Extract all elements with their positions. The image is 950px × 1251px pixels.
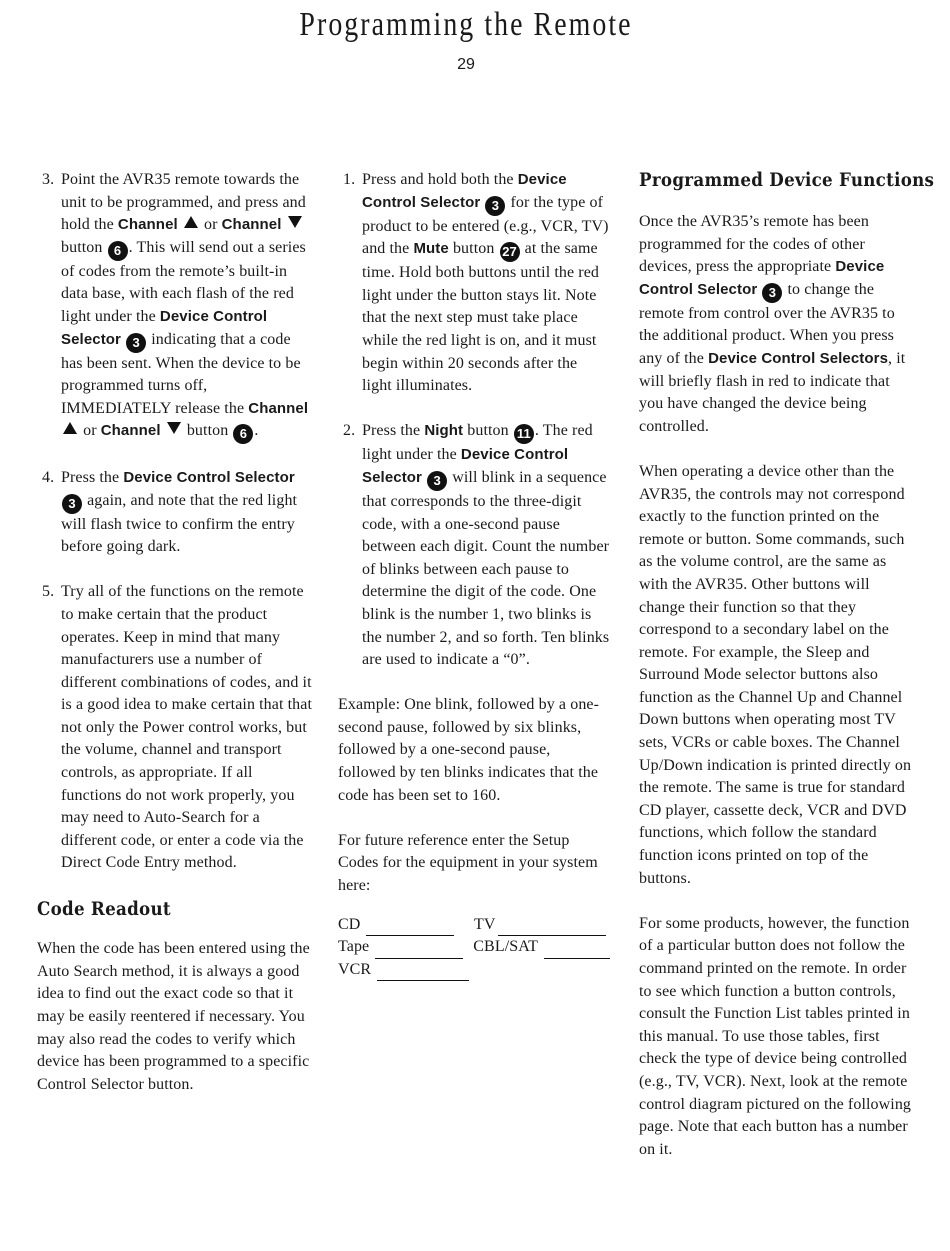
button-number-badge: 3 bbox=[762, 283, 782, 303]
button-number-badge: 3 bbox=[126, 333, 146, 353]
code-readout-heading: Code Readout bbox=[37, 897, 171, 920]
column-right bbox=[639, 169, 935, 1184]
programmed-device-functions-heading: Programmed Device Functions bbox=[639, 169, 935, 191]
step-text: Point the AVR35 remote towards the unit to be programmed, and press and hold the bbox=[61, 171, 306, 234]
setup-field-cd[interactable] bbox=[338, 914, 474, 937]
step-4 bbox=[37, 467, 315, 559]
readout-steps-list bbox=[338, 169, 610, 672]
device-control-selectors-label: Device Control Selectors bbox=[708, 349, 889, 367]
steps-list-continued bbox=[37, 169, 315, 875]
paragraph-text: to change the remote from control over the AVR35 to the additional product. When you press any of the bbox=[639, 280, 895, 367]
triangle-down-icon bbox=[288, 216, 302, 228]
step-1 bbox=[338, 169, 610, 398]
mute-label: Mute bbox=[413, 240, 449, 258]
triangle-down-icon bbox=[167, 422, 181, 434]
step-text: indicating that a code has been sent. When the device to be programmed turns off, IMMEDIATELY release the bbox=[61, 330, 301, 417]
channel-label: Channel bbox=[248, 399, 309, 417]
setup-codes-form bbox=[338, 914, 610, 982]
setup-field-vcr[interactable] bbox=[338, 959, 476, 982]
device-control-selector-label: Device Control Selector bbox=[362, 171, 567, 211]
column-middle-body bbox=[338, 169, 610, 981]
step-5 bbox=[37, 581, 315, 875]
step-text: Press and hold both the bbox=[362, 171, 518, 188]
channel-label: Channel bbox=[100, 422, 161, 440]
column-right-body bbox=[639, 211, 915, 1161]
step-text: button bbox=[448, 240, 499, 258]
blank-line[interactable] bbox=[544, 942, 610, 959]
step-number: 1. bbox=[343, 171, 356, 188]
paragraph-text: , it will briefly flash in red to indicate that you have changed the device being controlled. bbox=[639, 349, 906, 435]
step-text: at the same time. Hold both buttons until the red light under the button stays lit. Note that the next step must take place while the red light is on, and it must begin within 20 seconds after the light illuminates. bbox=[362, 240, 600, 395]
setup-field-cblsat[interactable] bbox=[473, 936, 610, 959]
night-label: Night bbox=[424, 422, 464, 440]
button-number-badge: 11 bbox=[514, 424, 534, 444]
triangle-up-icon bbox=[63, 422, 77, 434]
blank-line[interactable] bbox=[498, 919, 606, 936]
step-text: . This will send out a series of codes from the remote’s built-in data base, with each flash of the red light under the bbox=[61, 238, 306, 325]
setup-label-cd: CD bbox=[338, 915, 361, 933]
step-text: again, and note that the red light will flash twice to confirm the entry before going dark. bbox=[61, 491, 298, 556]
step-text: for the type of product to be entered (e.g., VCR, TV) and the bbox=[362, 193, 609, 258]
example-paragraph: Example: One blink, followed by a one-second pause, followed by six blinks, followed by a one-second pause, followed by ten blinks indicates that the code has been set to 160. bbox=[338, 696, 600, 804]
setup-row bbox=[338, 959, 610, 982]
channel-label: Channel bbox=[221, 216, 282, 234]
button-number-badge: 3 bbox=[427, 471, 447, 491]
column-left bbox=[37, 169, 315, 1119]
device-control-selector-label: Device Control Selector bbox=[61, 307, 268, 348]
step-number: 3. bbox=[42, 171, 55, 188]
button-number-badge: 27 bbox=[500, 242, 520, 262]
paragraph: When operating a device other than the AVR35, the controls may not correspond exactly to the function printed on the remote or button. Some commands, such as the volume control, are the same as with the AVR35. Other buttons will change their function so that they correspond to a secondary label on the remote. For example, the Sleep and Surround Mode selector buttons also function as the Channel Up and Channel Down buttons when operating most TV sets, VCRs or cable boxes. The Channel Up/Down indication is printed directly on the remote. The same is true for standard CD player, cassette deck, VCR and DVD functions, which follow the standard function icons printed on top of the buttons. bbox=[639, 462, 912, 887]
blank-line[interactable] bbox=[375, 942, 463, 959]
step-text: . bbox=[254, 422, 259, 440]
paragraph: For some products, however, the function of a particular button does not follow the command printed on the remote. In order to see which function a button controls, consult the Function List tables printed in this manual. To use those tables, first check the type of device being controlled (e.g., TV, VCR). Next, look at the remote control diagram pictured on the following page. Note that each button has a number on it. bbox=[639, 914, 912, 1158]
step-text: Try all of the functions on the remote to make certain that the product operates. Keep in mind that many manufacturers use a number of different combinations of codes, and it is a good idea to make certain that that not only the Power control works, but the volume, channel and transport controls, as appropriate. If all functions do not work properly, you may need to Auto-Search for a different code, or enter a code via the Direct Code Entry method. bbox=[61, 583, 313, 872]
button-number-badge: 6 bbox=[233, 424, 253, 444]
column-middle bbox=[338, 169, 610, 981]
step-number: 4. bbox=[42, 468, 55, 486]
step-text: or bbox=[199, 216, 222, 234]
device-control-selector-label: Device Control Selector bbox=[362, 446, 569, 486]
device-control-selector-label: Device Control Selector bbox=[123, 468, 295, 486]
step-number: 5. bbox=[42, 583, 55, 601]
step-2 bbox=[338, 420, 610, 671]
triangle-up-icon bbox=[184, 216, 198, 228]
paragraph bbox=[639, 211, 915, 438]
setup-label-tape: Tape bbox=[338, 938, 370, 956]
paragraph-text: Once the AVR35’s remote has been programmed for the codes of other devices, press the appropriate bbox=[639, 213, 869, 276]
page-title: Programming the Remote bbox=[299, 6, 633, 43]
setup-label-tv: TV bbox=[474, 915, 496, 933]
setup-label-vcr: VCR bbox=[338, 960, 372, 978]
step-text: . The red light under the bbox=[362, 422, 593, 464]
step-number: 2. bbox=[343, 422, 356, 440]
blank-line[interactable] bbox=[366, 919, 454, 936]
blank-line[interactable] bbox=[377, 964, 469, 981]
step-text: button bbox=[182, 422, 233, 440]
channel-label: Channel bbox=[117, 216, 178, 234]
step-text: button bbox=[61, 238, 107, 256]
step-text: Press the bbox=[61, 468, 124, 486]
step-text: or bbox=[79, 422, 101, 440]
setup-label-cblsat: CBL/SAT bbox=[473, 938, 538, 956]
future-reference-paragraph: For future reference enter the Setup Codes for the equipment in your system here: bbox=[338, 831, 598, 895]
step-text: Press the bbox=[362, 422, 425, 440]
setup-field-tape[interactable] bbox=[338, 936, 473, 959]
button-number-badge: 6 bbox=[108, 241, 128, 261]
device-control-selector-label: Device Control Selector bbox=[639, 258, 885, 298]
setup-row bbox=[338, 936, 610, 959]
setup-field-tv[interactable] bbox=[474, 914, 610, 937]
step-text: will blink in a sequence that corresponds to the three-digit code, with a one-second pause between each digit. Count the number of blinks between each pause to determine the digit of the code. One blink is the number 1, two blinks is the number 2, and so forth. Ten blinks are used to indicate a “0”. bbox=[362, 468, 610, 669]
page-number: 29 bbox=[457, 56, 475, 73]
setup-row bbox=[338, 914, 610, 937]
step-3 bbox=[37, 169, 315, 444]
button-number-badge: 3 bbox=[62, 494, 82, 514]
step-text: button bbox=[463, 422, 513, 440]
button-number-badge: 3 bbox=[485, 196, 505, 216]
column-left-body bbox=[37, 169, 315, 1096]
code-readout-paragraph: When the code has been entered using the Auto Search method, it is always a good idea to find out the exact code so that it may be easily reentered if necessary. You may also read the codes to verify which device has been programmed to a specific Control Selector button. bbox=[37, 940, 310, 1093]
